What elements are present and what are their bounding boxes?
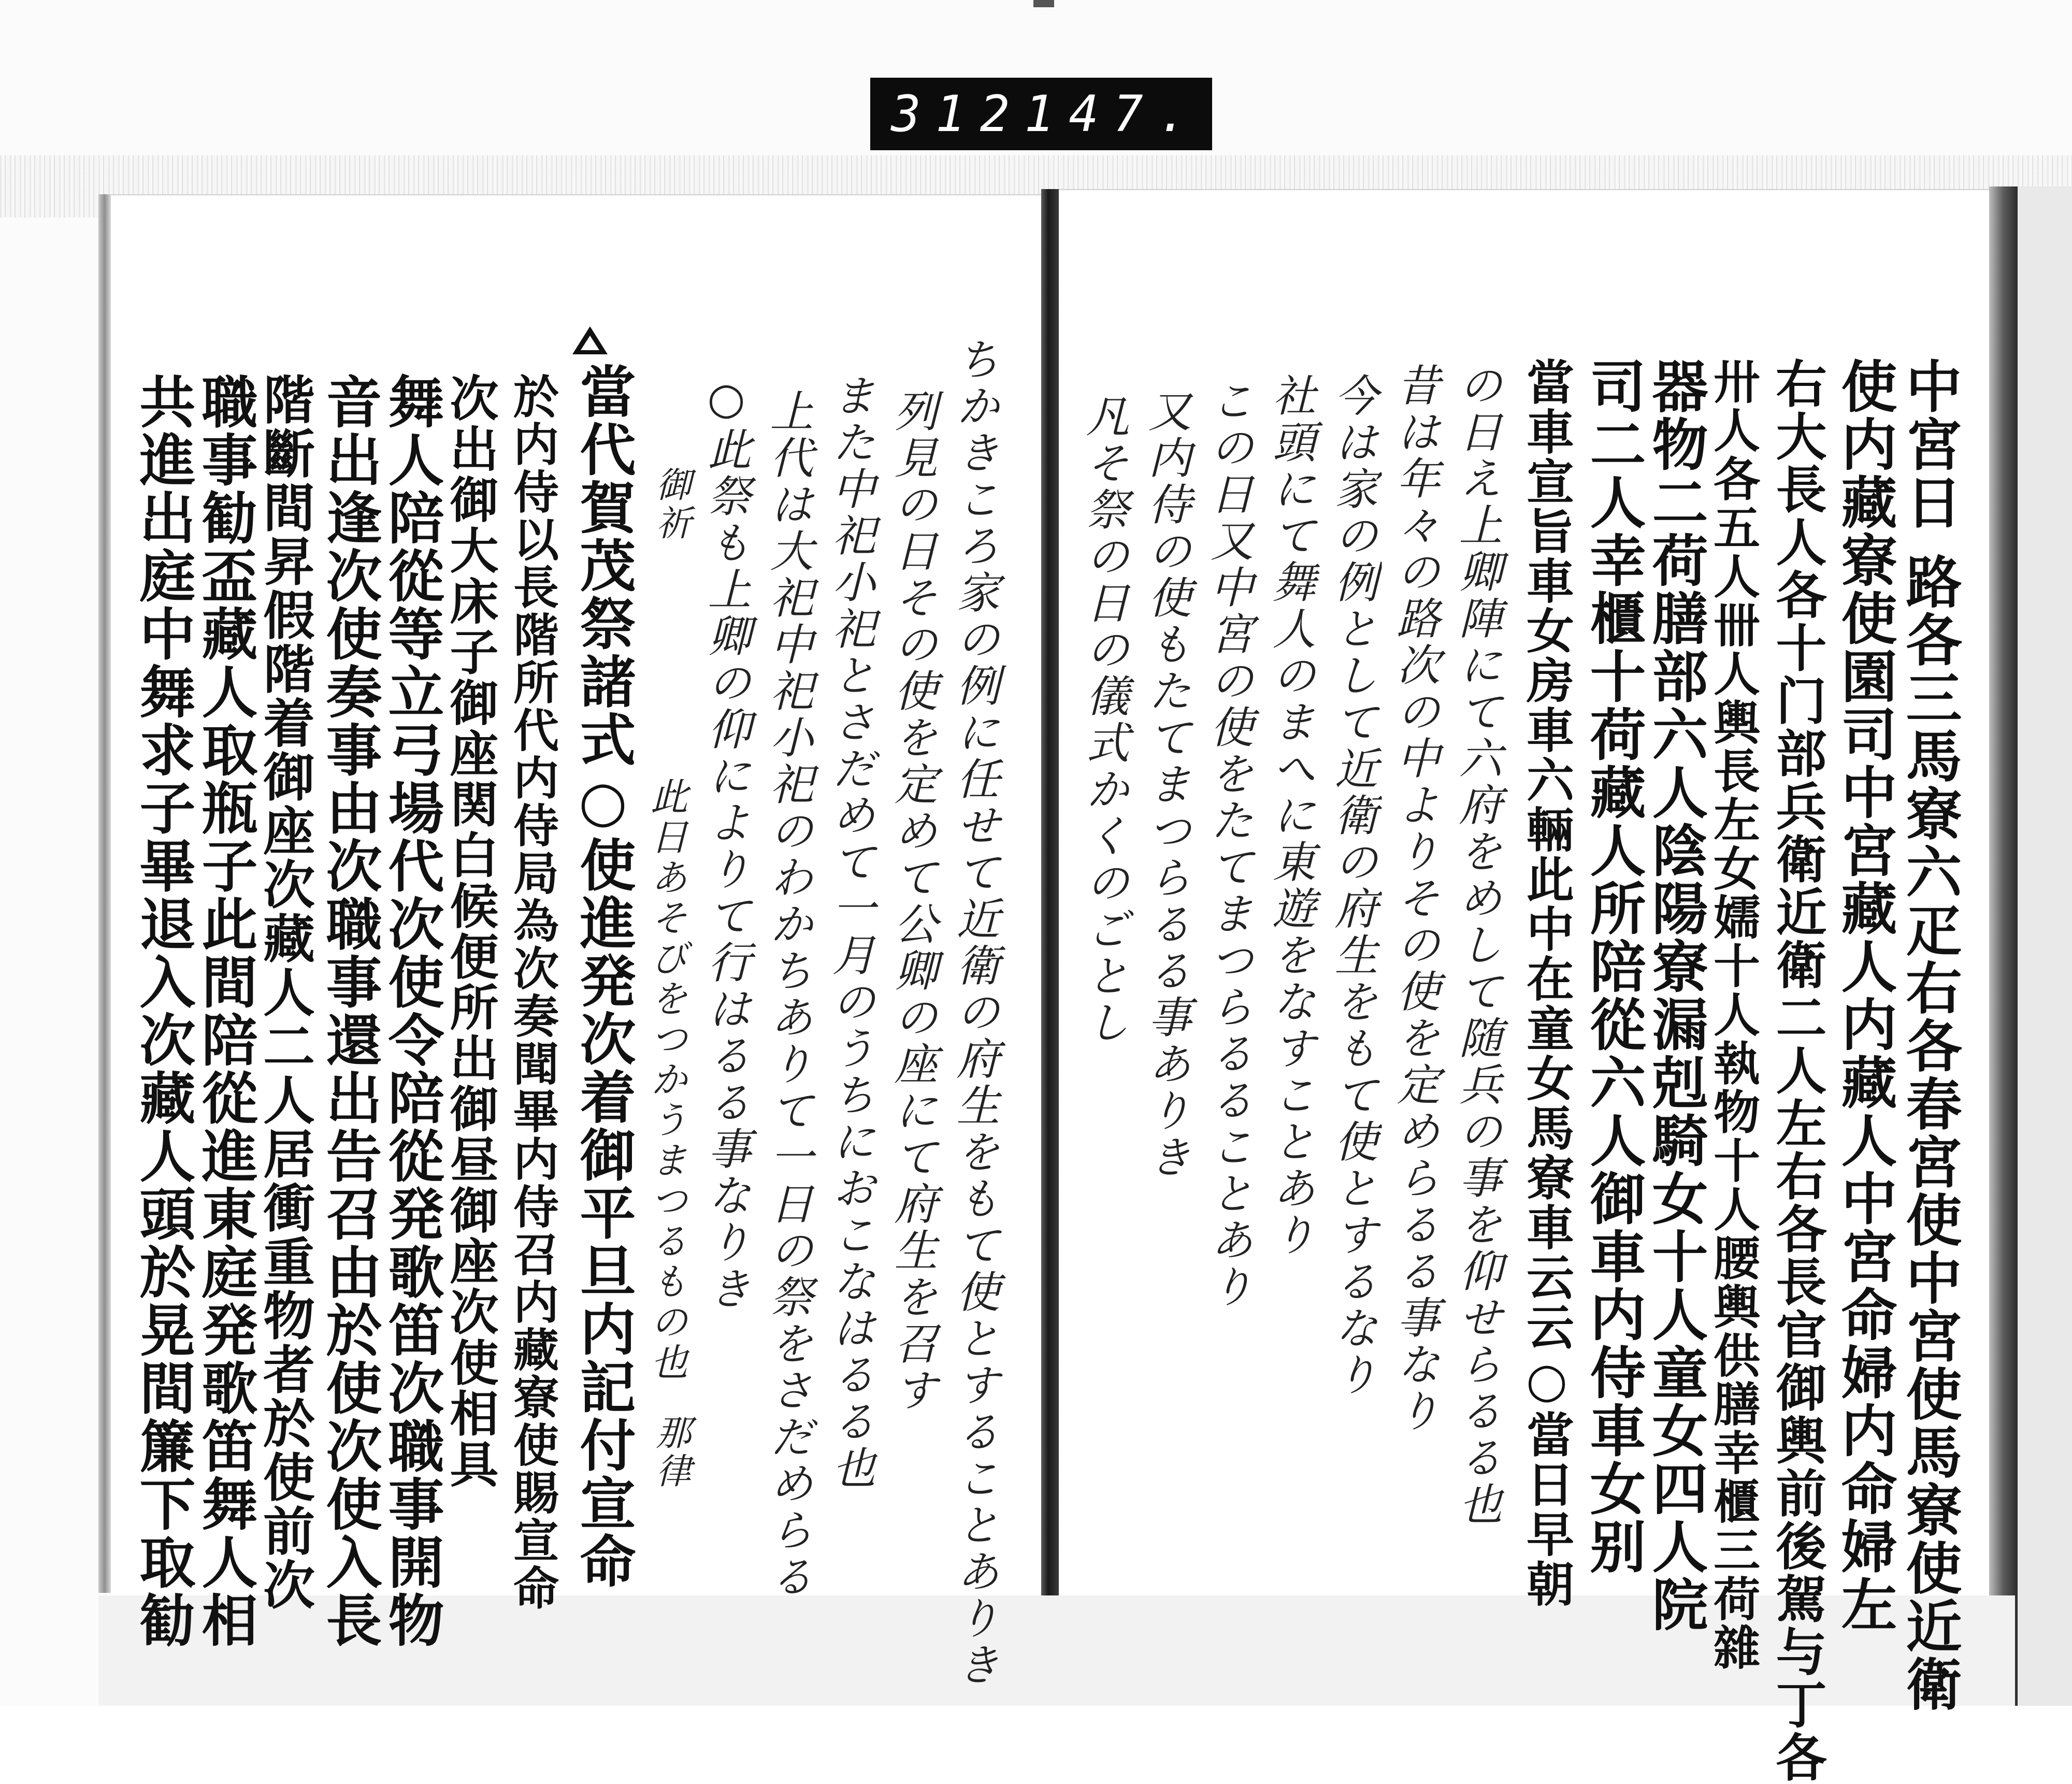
right-page-column: 卅人各五人卌人輿長左女嬬十人執物十人腰輿供膳幸櫃三荷雜 — [1705, 357, 1760, 1672]
left-page-column: 職事勧盃藏人取瓶子此間陪從進東庭発歌笛舞人相 — [192, 373, 257, 1649]
left-page-column: 當代賀茂祭諸式○使進発次着御平旦内記付宣命 — [570, 363, 636, 1590]
right-page-column: 器物二荷膳部六人陰陽寮漏剋騎女十人童女四人院 — [1643, 357, 1708, 1634]
left-page-script-column: 此日あそびをつかうまつるもの也 — [644, 777, 688, 1383]
book-right-edge — [1989, 186, 2018, 1706]
left-page-script-column: ちかきころ家の例に任せて近衛の府生をもて使とすることありき — [949, 337, 1000, 1689]
left-page-column: 階斷間昇假階着御座次藏人二人居衝重物者於使前次 — [254, 373, 315, 1612]
frame-number-left: 312 — [891, 85, 1025, 143]
book-left-edge — [98, 194, 111, 1593]
right-page-script-column: この日又中宮の使をたてまつらるることあり — [1203, 378, 1254, 1311]
right-page-script-column: の日え上卿陣にて六府をめして随兵の事を仰せらるる也 — [1452, 363, 1503, 1528]
microfilm-frame-label — [870, 78, 1212, 150]
left-page-script-column: 列見の日その使を定めて公卿の座にて府生を召す — [887, 389, 938, 1414]
right-page-script-column: 社頭にて舞人のまへに東遊をなすことあり — [1265, 373, 1316, 1259]
left-page-column: 音出逢次使奏事由次職事還出告召由於使次使入長 — [316, 373, 382, 1649]
right-page-script-column: 今は家の例として近衛の府生をもて使とするなり — [1328, 373, 1378, 1399]
frame-number-right: 147. — [1024, 85, 1202, 143]
right-page-column: 當車宣旨車女房車六輛此中在童女馬寮車云云○當日早朝 — [1519, 357, 1575, 1609]
right-page-column: 使内藏寮使園司中宮藏人内藏人中宮命婦内命婦左 — [1832, 357, 1897, 1634]
right-page-column: 右大長人各十门部兵衛近衛二人左右各長官御輿前後駕与丁各 — [1767, 357, 1827, 1784]
book-gutter — [1041, 189, 1059, 1706]
right-page-script-column: 昔は年々の路次の中よりその使を定めらるる事なり — [1390, 363, 1441, 1435]
right-page-column: 司二人幸櫃十荷藏人所陪從六人御車内侍車女别 — [1580, 357, 1646, 1576]
left-page-annotation: 御祈 — [650, 466, 691, 543]
section-marker-triangle — [572, 326, 608, 354]
left-page-column: 於内侍以長階所代内侍局為次奏聞畢内侍召内藏寮使賜宣命 — [506, 373, 560, 1612]
right-page-script-column: 凡そ祭の日の儀式かくのごとし — [1079, 394, 1130, 1046]
left-page-column: 舞人陪從等立弓場代次使令陪從発歌笛次職事開物 — [379, 373, 444, 1649]
right-page-script-column: 又内侍の使もたてまつらるる事ありき — [1141, 389, 1192, 1181]
left-page-script-column: また中祀小祀とさだめて一月のうちにおこなはるる也 — [825, 373, 876, 1492]
scanner-right-strip — [2018, 186, 2072, 1706]
registration-mark — [1033, 0, 1054, 7]
left-page-annotation: 那律 — [650, 1414, 691, 1491]
left-page-script-column: 上代は大祀中祀小祀のわかちありて一日の祭をさだめらる — [763, 389, 814, 1601]
right-page-column: 中宮日 路各三馬寮六疋右各春宮使中宮使馬寮使近衛 — [1896, 357, 1962, 1714]
left-page-script-column: ○此祭も上卿の仰によりて行はるる事なりき — [701, 373, 752, 1313]
left-page-column: 次出御大床子御座関白候便所出御昼御座次使相具 — [441, 373, 498, 1490]
left-page-column: 共進出庭中舞求子畢退入次藏人頭於晃間簾下取勧 — [130, 373, 195, 1649]
